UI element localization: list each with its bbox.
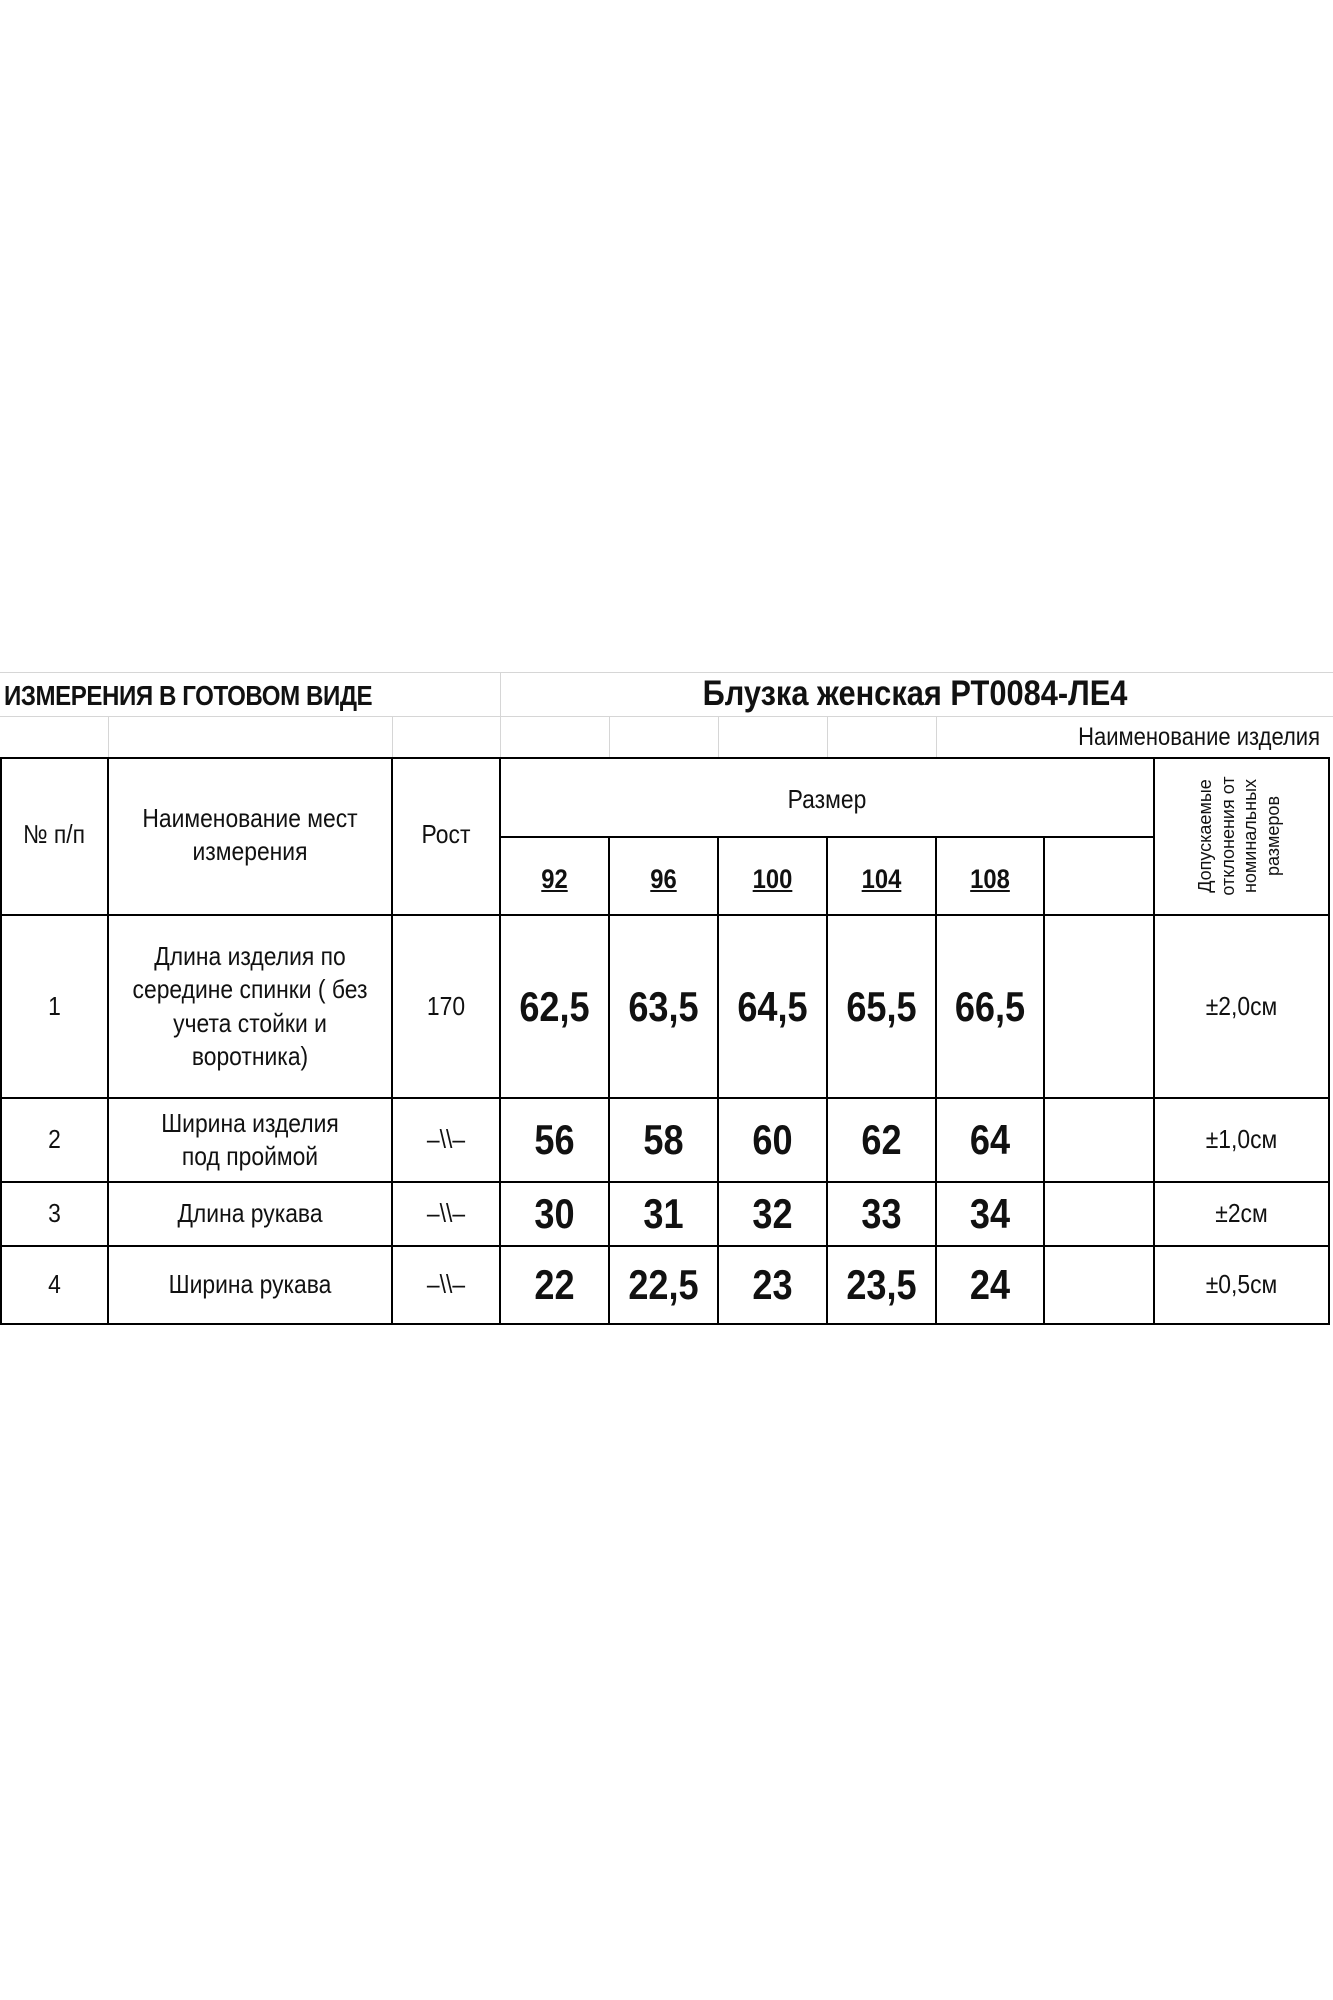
size-header: 96 [650,863,677,894]
size-header: 104 [861,863,902,894]
size-header: 92 [541,863,568,894]
size-value: 65,5 [846,982,917,1030]
table-border [1328,757,1330,1325]
size-value: 30 [534,1190,575,1238]
gridline [609,716,610,758]
table-border [107,757,109,1325]
row-number: 4 [48,1269,61,1300]
table-border-top [0,757,1330,759]
size-value: 64,5 [737,982,808,1030]
table-border [717,837,719,1325]
gridline [500,672,501,758]
size-value: 66,5 [954,982,1026,1030]
product-title: Блузка женская РТ0084-ЛЕ4 [702,674,1128,713]
size-value: 23 [752,1261,793,1309]
tolerance-value: ±2см [1215,1198,1268,1229]
table-border [499,757,501,1325]
size-value: 62,5 [519,982,590,1030]
row-number: 2 [48,1124,61,1155]
size-header: 108 [970,863,1010,894]
table-border [935,837,937,1325]
size-value: 32 [752,1190,793,1238]
size-value: 62 [861,1116,902,1164]
size-value: 58 [643,1116,684,1164]
size-header: 100 [752,863,793,894]
gridline [108,716,109,758]
size-value: 56 [534,1116,575,1164]
row-number: 3 [48,1198,61,1229]
product-caption: Наименование изделия [1078,722,1320,751]
size-value: 63,5 [628,982,699,1030]
size-value: 64 [969,1116,1011,1164]
size-value: 60 [752,1116,793,1164]
size-value: 22 [534,1261,575,1309]
table-border [826,837,828,1325]
height-value: –\\– [426,1124,466,1155]
measurement-name: Длина изделия по середине спинки ( без учета стойки и воротника) [132,940,368,1071]
table-border [608,837,610,1325]
col-header-name: Наименование мест измерения [142,802,358,866]
size-value: 23,5 [846,1261,917,1309]
size-value: 34 [969,1190,1011,1238]
height-value: –\\– [426,1269,466,1300]
tolerance-value: ±0,5см [1205,1269,1278,1300]
col-header-height: Рост [421,819,471,850]
col-header-size: Размер [787,784,867,815]
table-border [1043,837,1045,1325]
table-border [0,757,2,1325]
height-value: 170 [426,990,466,1021]
tolerance-value: ±1,0см [1205,1124,1278,1155]
col-header-tolerance: Допускаемые отклонения от номинальных размеров [1195,776,1283,896]
gridline [392,716,393,758]
gridline [936,716,937,758]
size-value: 22,5 [628,1261,699,1309]
table-border-bottom [0,1323,1330,1325]
measurement-name: Длина рукава [177,1198,323,1229]
gridline [718,716,719,758]
size-value: 31 [643,1190,684,1238]
gridline [0,716,1333,717]
col-header-num: № п/п [22,819,86,850]
tolerance-value: ±2,0см [1205,990,1278,1021]
height-value: –\\– [426,1198,466,1229]
table-border [391,757,393,1325]
size-value: 33 [861,1190,902,1238]
measurement-name: Ширина рукава [168,1269,332,1300]
size-value: 24 [969,1261,1011,1309]
gridline [827,716,828,758]
row-number: 1 [48,990,61,1021]
measurements-title: ИЗМЕРЕНИЯ В ГОТОВОМ ВИДЕ [4,680,373,711]
measurement-name: Ширина изделия под проймой [161,1107,339,1171]
